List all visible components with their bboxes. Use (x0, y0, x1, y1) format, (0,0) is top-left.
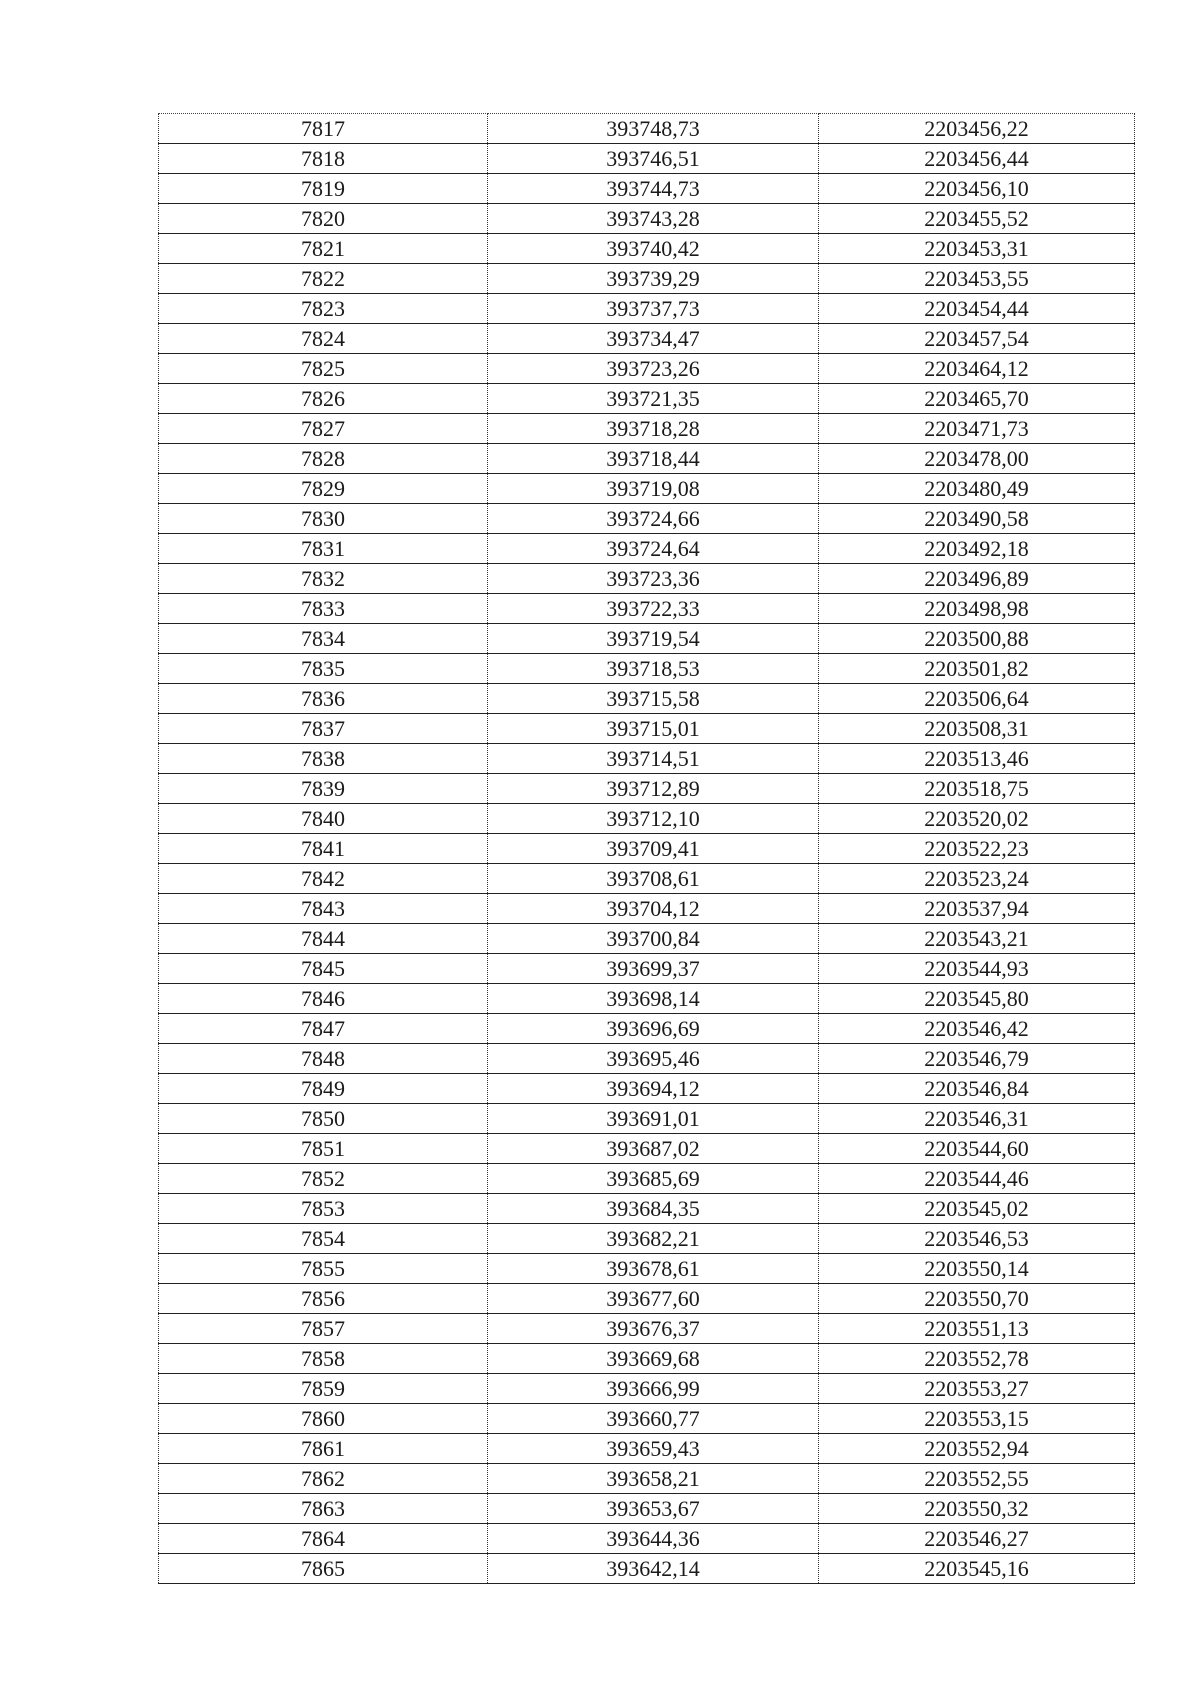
y-coordinate-cell: 2203453,31 (819, 234, 1135, 264)
point-number-cell: 7823 (159, 294, 488, 324)
x-coordinate-cell: 393677,60 (488, 1284, 819, 1314)
y-coordinate-cell: 2203537,94 (819, 894, 1135, 924)
point-number-cell: 7822 (159, 264, 488, 294)
y-coordinate-cell: 2203553,15 (819, 1404, 1135, 1434)
point-number-cell: 7829 (159, 474, 488, 504)
table-row (159, 324, 1135, 354)
y-coordinate-cell: 2203455,52 (819, 204, 1135, 234)
y-coordinate-cell: 2203543,21 (819, 924, 1135, 954)
point-number-cell: 7843 (159, 894, 488, 924)
y-coordinate-cell: 2203465,70 (819, 384, 1135, 414)
y-coordinate-cell: 2203492,18 (819, 534, 1135, 564)
y-coordinate-cell: 2203456,44 (819, 144, 1135, 174)
y-coordinate-cell: 2203544,93 (819, 954, 1135, 984)
x-coordinate-cell: 393708,61 (488, 864, 819, 894)
table-row (159, 1284, 1135, 1314)
table-row (159, 594, 1135, 624)
x-coordinate-cell: 393714,51 (488, 744, 819, 774)
x-coordinate-cell: 393734,47 (488, 324, 819, 354)
y-coordinate-cell: 2203456,22 (819, 114, 1135, 144)
y-coordinate-cell: 2203506,64 (819, 684, 1135, 714)
y-coordinate-cell: 2203490,58 (819, 504, 1135, 534)
x-coordinate-cell: 393715,58 (488, 684, 819, 714)
table-row (159, 1224, 1135, 1254)
table-row (159, 924, 1135, 954)
y-coordinate-cell: 2203480,49 (819, 474, 1135, 504)
x-coordinate-cell: 393709,41 (488, 834, 819, 864)
point-number-cell: 7849 (159, 1074, 488, 1104)
y-coordinate-cell: 2203552,94 (819, 1434, 1135, 1464)
y-coordinate-cell: 2203553,27 (819, 1374, 1135, 1404)
point-number-cell: 7853 (159, 1194, 488, 1224)
y-coordinate-cell: 2203453,55 (819, 264, 1135, 294)
table-row (159, 714, 1135, 744)
x-coordinate-cell: 393682,21 (488, 1224, 819, 1254)
x-coordinate-cell: 393695,46 (488, 1044, 819, 1074)
x-coordinate-cell: 393676,37 (488, 1314, 819, 1344)
table-row (159, 294, 1135, 324)
point-number-cell: 7855 (159, 1254, 488, 1284)
point-number-cell: 7827 (159, 414, 488, 444)
table-row (159, 1134, 1135, 1164)
x-coordinate-cell: 393644,36 (488, 1524, 819, 1554)
x-coordinate-cell: 393712,10 (488, 804, 819, 834)
y-coordinate-cell: 2203546,84 (819, 1074, 1135, 1104)
x-coordinate-cell: 393712,89 (488, 774, 819, 804)
point-number-cell: 7862 (159, 1464, 488, 1494)
y-coordinate-cell: 2203454,44 (819, 294, 1135, 324)
y-coordinate-cell: 2203546,31 (819, 1104, 1135, 1134)
point-number-cell: 7844 (159, 924, 488, 954)
point-number-cell: 7839 (159, 774, 488, 804)
point-number-cell: 7838 (159, 744, 488, 774)
y-coordinate-cell: 2203457,54 (819, 324, 1135, 354)
x-coordinate-cell: 393699,37 (488, 954, 819, 984)
table-row (159, 1044, 1135, 1074)
table-row (159, 1554, 1135, 1584)
table-row (159, 1314, 1135, 1344)
y-coordinate-cell: 2203456,10 (819, 174, 1135, 204)
table-row (159, 444, 1135, 474)
table-row (159, 834, 1135, 864)
point-number-cell: 7864 (159, 1524, 488, 1554)
x-coordinate-cell: 393659,43 (488, 1434, 819, 1464)
y-coordinate-cell: 2203513,46 (819, 744, 1135, 774)
x-coordinate-cell: 393718,28 (488, 414, 819, 444)
y-coordinate-cell: 2203520,02 (819, 804, 1135, 834)
x-coordinate-cell: 393723,36 (488, 564, 819, 594)
y-coordinate-cell: 2203550,14 (819, 1254, 1135, 1284)
table-row (159, 144, 1135, 174)
table-row (159, 864, 1135, 894)
y-coordinate-cell: 2203522,23 (819, 834, 1135, 864)
x-coordinate-cell: 393666,99 (488, 1374, 819, 1404)
x-coordinate-cell: 393746,51 (488, 144, 819, 174)
x-coordinate-cell: 393642,14 (488, 1554, 819, 1584)
table-row (159, 414, 1135, 444)
table-row (159, 534, 1135, 564)
point-number-cell: 7865 (159, 1554, 488, 1584)
point-number-cell: 7824 (159, 324, 488, 354)
y-coordinate-cell: 2203545,16 (819, 1554, 1135, 1584)
point-number-cell: 7857 (159, 1314, 488, 1344)
point-number-cell: 7819 (159, 174, 488, 204)
x-coordinate-cell: 393718,53 (488, 654, 819, 684)
table-row (159, 654, 1135, 684)
table-row (159, 1014, 1135, 1044)
x-coordinate-cell: 393691,01 (488, 1104, 819, 1134)
y-coordinate-cell: 2203550,70 (819, 1284, 1135, 1314)
x-coordinate-cell: 393658,21 (488, 1464, 819, 1494)
point-number-cell: 7837 (159, 714, 488, 744)
point-number-cell: 7858 (159, 1344, 488, 1374)
x-coordinate-cell: 393748,73 (488, 114, 819, 144)
table-row (159, 234, 1135, 264)
x-coordinate-cell: 393684,35 (488, 1194, 819, 1224)
y-coordinate-cell: 2203550,32 (819, 1494, 1135, 1524)
x-coordinate-cell: 393719,54 (488, 624, 819, 654)
table-row (159, 744, 1135, 774)
y-coordinate-cell: 2203464,12 (819, 354, 1135, 384)
x-coordinate-cell: 393696,69 (488, 1014, 819, 1044)
x-coordinate-cell: 393715,01 (488, 714, 819, 744)
x-coordinate-cell: 393653,67 (488, 1494, 819, 1524)
x-coordinate-cell: 393723,26 (488, 354, 819, 384)
table-row (159, 114, 1135, 144)
y-coordinate-cell: 2203518,75 (819, 774, 1135, 804)
y-coordinate-cell: 2203551,13 (819, 1314, 1135, 1344)
point-number-cell: 7825 (159, 354, 488, 384)
table-row (159, 264, 1135, 294)
point-number-cell: 7821 (159, 234, 488, 264)
point-number-cell: 7861 (159, 1434, 488, 1464)
point-number-cell: 7845 (159, 954, 488, 984)
table-row (159, 1254, 1135, 1284)
y-coordinate-cell: 2203498,98 (819, 594, 1135, 624)
point-number-cell: 7833 (159, 594, 488, 624)
point-number-cell: 7854 (159, 1224, 488, 1254)
y-coordinate-cell: 2203500,88 (819, 624, 1135, 654)
table-row (159, 1374, 1135, 1404)
point-number-cell: 7830 (159, 504, 488, 534)
point-number-cell: 7848 (159, 1044, 488, 1074)
x-coordinate-cell: 393739,29 (488, 264, 819, 294)
x-coordinate-cell: 393722,33 (488, 594, 819, 624)
x-coordinate-cell: 393685,69 (488, 1164, 819, 1194)
y-coordinate-cell: 2203552,55 (819, 1464, 1135, 1494)
y-coordinate-cell: 2203508,31 (819, 714, 1135, 744)
table-row (159, 504, 1135, 534)
table-row (159, 1104, 1135, 1134)
y-coordinate-cell: 2203546,27 (819, 1524, 1135, 1554)
point-number-cell: 7835 (159, 654, 488, 684)
table-row (159, 1344, 1135, 1374)
point-number-cell: 7817 (159, 114, 488, 144)
y-coordinate-cell: 2203478,00 (819, 444, 1135, 474)
y-coordinate-cell: 2203552,78 (819, 1344, 1135, 1374)
x-coordinate-cell: 393737,73 (488, 294, 819, 324)
point-number-cell: 7846 (159, 984, 488, 1014)
point-number-cell: 7859 (159, 1374, 488, 1404)
y-coordinate-cell: 2203546,79 (819, 1044, 1135, 1074)
y-coordinate-cell: 2203523,24 (819, 864, 1135, 894)
coordinates-table (158, 113, 1135, 1584)
x-coordinate-cell: 393743,28 (488, 204, 819, 234)
point-number-cell: 7851 (159, 1134, 488, 1164)
point-number-cell: 7818 (159, 144, 488, 174)
table-row (159, 384, 1135, 414)
point-number-cell: 7850 (159, 1104, 488, 1134)
table-row (159, 1464, 1135, 1494)
point-number-cell: 7828 (159, 444, 488, 474)
point-number-cell: 7840 (159, 804, 488, 834)
x-coordinate-cell: 393718,44 (488, 444, 819, 474)
point-number-cell: 7852 (159, 1164, 488, 1194)
x-coordinate-cell: 393660,77 (488, 1404, 819, 1434)
point-number-cell: 7842 (159, 864, 488, 894)
table-row (159, 1404, 1135, 1434)
point-number-cell: 7863 (159, 1494, 488, 1524)
y-coordinate-cell: 2203545,80 (819, 984, 1135, 1014)
table-row (159, 1164, 1135, 1194)
x-coordinate-cell: 393687,02 (488, 1134, 819, 1164)
x-coordinate-cell: 393669,68 (488, 1344, 819, 1374)
table-row (159, 354, 1135, 384)
y-coordinate-cell: 2203544,46 (819, 1164, 1135, 1194)
y-coordinate-cell: 2203471,73 (819, 414, 1135, 444)
y-coordinate-cell: 2203545,02 (819, 1194, 1135, 1224)
point-number-cell: 7834 (159, 624, 488, 654)
point-number-cell: 7832 (159, 564, 488, 594)
table-row (159, 1194, 1135, 1224)
y-coordinate-cell: 2203501,82 (819, 654, 1135, 684)
point-number-cell: 7820 (159, 204, 488, 234)
point-number-cell: 7856 (159, 1284, 488, 1314)
x-coordinate-cell: 393721,35 (488, 384, 819, 414)
x-coordinate-cell: 393744,73 (488, 174, 819, 204)
x-coordinate-cell: 393694,12 (488, 1074, 819, 1104)
table-row (159, 624, 1135, 654)
y-coordinate-cell: 2203544,60 (819, 1134, 1135, 1164)
table-row (159, 474, 1135, 504)
table-row (159, 1494, 1135, 1524)
table-row (159, 684, 1135, 714)
x-coordinate-cell: 393724,66 (488, 504, 819, 534)
table-row (159, 1074, 1135, 1104)
table-row (159, 1524, 1135, 1554)
table-row (159, 174, 1135, 204)
y-coordinate-cell: 2203496,89 (819, 564, 1135, 594)
table-row (159, 774, 1135, 804)
table-row (159, 954, 1135, 984)
table-row (159, 1434, 1135, 1464)
x-coordinate-cell: 393724,64 (488, 534, 819, 564)
table-row (159, 564, 1135, 594)
table-row (159, 894, 1135, 924)
table-row (159, 984, 1135, 1014)
x-coordinate-cell: 393740,42 (488, 234, 819, 264)
coordinates-table-body (159, 114, 1135, 1584)
point-number-cell: 7826 (159, 384, 488, 414)
x-coordinate-cell: 393700,84 (488, 924, 819, 954)
x-coordinate-cell: 393698,14 (488, 984, 819, 1014)
x-coordinate-cell: 393678,61 (488, 1254, 819, 1284)
point-number-cell: 7847 (159, 1014, 488, 1044)
point-number-cell: 7836 (159, 684, 488, 714)
x-coordinate-cell: 393704,12 (488, 894, 819, 924)
x-coordinate-cell: 393719,08 (488, 474, 819, 504)
y-coordinate-cell: 2203546,42 (819, 1014, 1135, 1044)
point-number-cell: 7841 (159, 834, 488, 864)
point-number-cell: 7831 (159, 534, 488, 564)
point-number-cell: 7860 (159, 1404, 488, 1434)
table-row (159, 204, 1135, 234)
table-row (159, 804, 1135, 834)
y-coordinate-cell: 2203546,53 (819, 1224, 1135, 1254)
